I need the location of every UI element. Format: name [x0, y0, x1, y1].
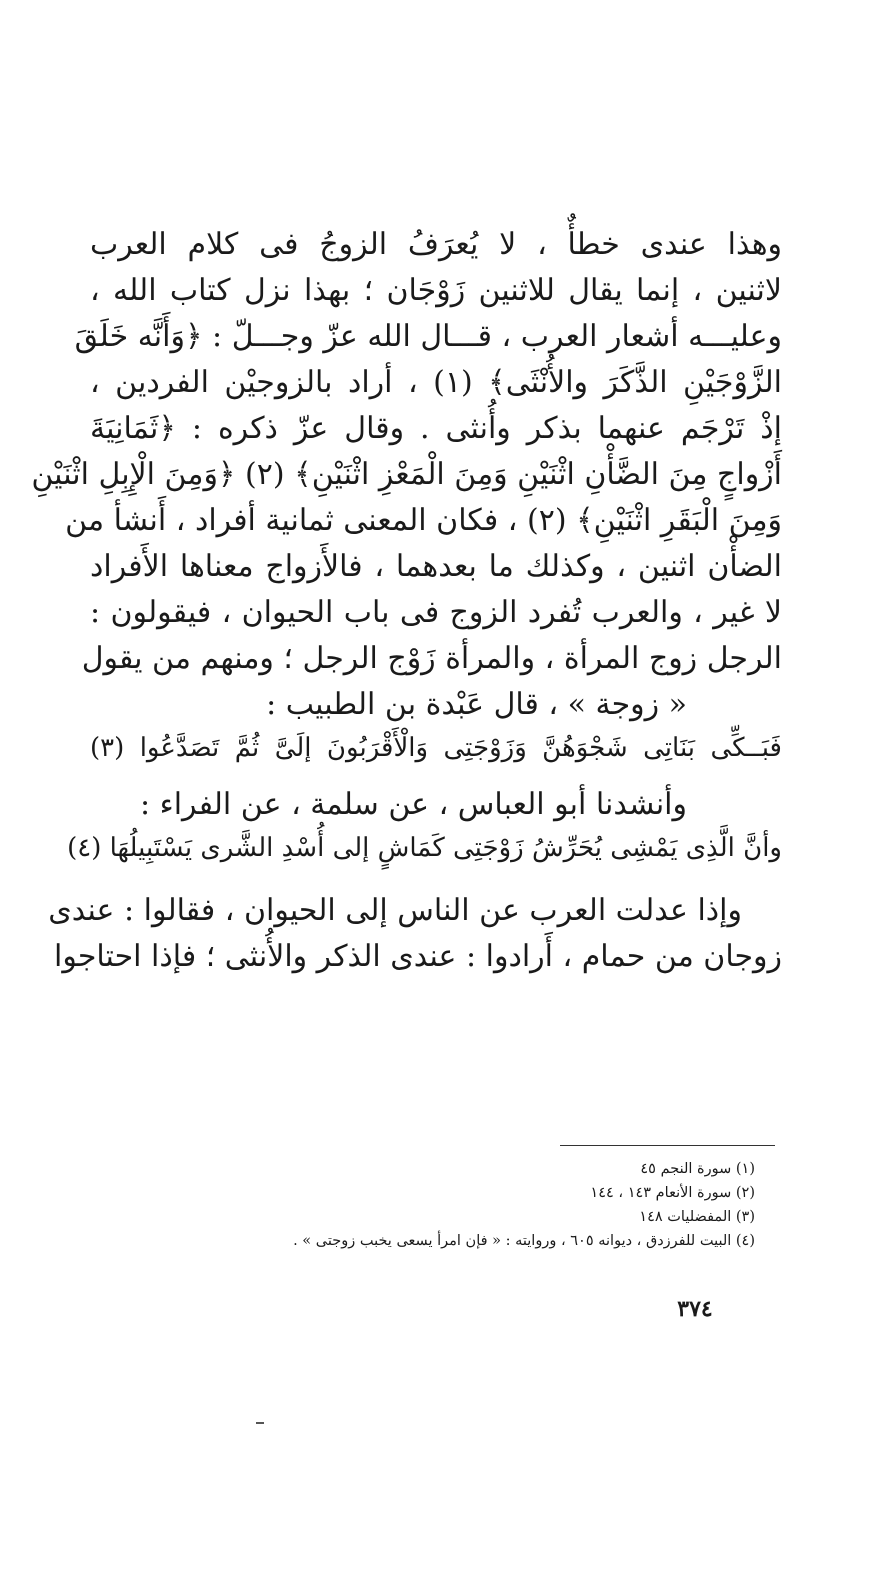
footnote: (٢) سورة الأنعام ١٤٣ ، ١٤٤ — [590, 1185, 755, 1201]
text-line: إذْ تَرْجَم عنهما بذكر وأُنثى . وقال عزّ ذكره : ﴿ثَمَانِيَةَ — [90, 411, 782, 446]
footnote-separator — [560, 1145, 775, 1146]
text-line: زوجان من حمام ، أَرادوا : عندى الذكر والأُنثى ؛ فإذا احتاجوا — [54, 939, 782, 974]
footnote: (٤) البيت للفرزدق ، ديوانه ٦٠٥ ، وروايته : « فإن امرأ يسعى يخبب زوجتى » . — [293, 1233, 755, 1249]
footnote: (٣) المفضليات ١٤٨ — [639, 1209, 755, 1225]
text-line: وهذا عندى خطأٌ ، لا يُعرَفُ الزوجُ فى كلام العرب — [90, 227, 782, 262]
footnote: (١) سورة النجم ٤٥ — [640, 1161, 755, 1177]
text-line: الزَّوْجَيْنِ الذَّكَرَ والأُنْثَى﴾ (١) ، أراد بالزوجيْن الفردين ، — [90, 365, 782, 400]
poetry-verse: فَبَــكِّى بَنَاتِى شَجْوَهُنَّ وَزَوْجَتِى وَالْأَقْرَبُونَ إلَىَّ ثُمَّ تَصَدَّعُوا (٣) — [90, 733, 782, 763]
text-line: لا غير ، والعرب تُفرد الزوج فى باب الحيوان ، فيقولون : — [90, 595, 782, 630]
verse-intro: وأنشدنا أبو العباس ، عن سلمة ، عن الفراء : — [139, 787, 687, 822]
text-line: وَمِنَ الْبَقَرِ اثْنَيْنِ﴾ (٢) ، فكان المعنى ثمانية أفراد ، أَنشأ من — [65, 503, 782, 538]
text-line: أَزْواجٍ مِنَ الضَّأْنِ اثْنَيْنِ وَمِنَ الْمَعْزِ اثْنَيْنِ﴾ (٢) ﴿وَمِنَ الْإِبِلِ اثْنَيْنِ — [31, 457, 782, 492]
text-line: لاثنين ، إنما يقال للاثنين زَوْجَان ؛ بهذا نزل كتاب الله ، — [90, 273, 782, 308]
text-line: وإذا عدلت العرب عن الناس إلى الحيوان ، فقالوا : عندى — [48, 893, 742, 928]
text-line: الضأْن اثنين ، وكذلك ما بعدهما ، فالأَزواج معناها الأَفراد — [90, 549, 782, 584]
poetry-verse: وأنَّ الَّذِى يَمْشِى يُحَرِّشُ زَوْجَتِى كَمَاشٍ إلى أُسْدِ الشَّرى يَسْتَبِيلُهَا (٤) — [67, 833, 782, 863]
text-line: « زوجة » ، قال عَبْدة بن الطبيب : — [266, 687, 687, 722]
scan-speck — [256, 1422, 264, 1424]
text-line: الرجل زوج المرأة ، والمرأة زَوْج الرجل ؛ ومنهم من يقول — [81, 641, 782, 676]
footnotes — [100, 1157, 755, 1253]
page-number: ٣٧٤ — [677, 1296, 713, 1322]
main-text — [31, 222, 782, 980]
text-line: وعليـــه أشعار العرب ، قـــال الله عزّ وجـــلّ : ﴿وَأَنَّه خَلَقَ — [74, 319, 782, 354]
